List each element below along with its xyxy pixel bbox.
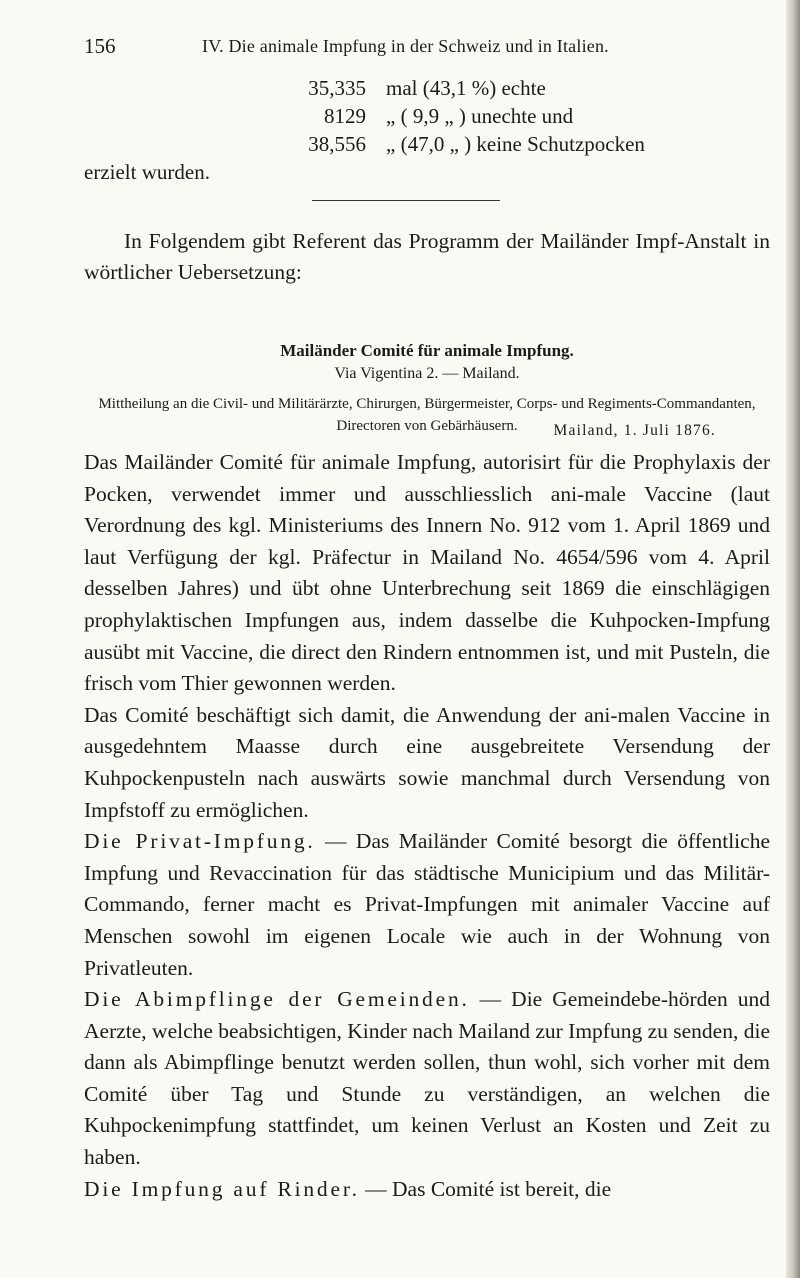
paragraph-text: — Das Mailänder Comité besorgt die öffentliche Impfung und Revaccination für das städtische Municipium und das Militär-Commando, ferner macht es Privat-Impfungen mit animaler Vaccine auf Menschen sowohl im eigenen Locale wie auch in der Wohnung von Privatleuten. [84,829,770,980]
page-edge-shadow [786,0,800,1278]
organization-address: Via Vigentina 2. — Mailand. [334,365,520,382]
paragraph-lead: Die Impfung auf Rinder. [84,1176,360,1201]
section-divider [312,200,500,201]
page-header [84,34,774,58]
result-description: „ (47,0 „ ) keine Schutzpocken [386,132,645,156]
result-line [84,132,774,160]
letter-body [84,447,770,1205]
paragraph-text: — Das Comité ist bereit, die [359,1176,612,1201]
body-paragraph [84,447,770,700]
page-number: 156 [84,34,116,58]
result-count: 8129 [324,104,366,128]
paragraph-text: Das Mailänder Comité für animale Impfung, autorisirt für die Prophylaxis der Pocken, verwendet immer und ausschliesslich ani-male Vaccine (laut Verordnung des kgl. Ministeriums des Innern No. 912 vom 1. April 1869 und laut Verfügung der kgl. Präfectur in Mailand No. 4654/596 vom 4. April desselben Jahres) und übt ohne Unterbrechung seit 1869 die einschlägigen prophylaktischen Impfungen aus, indem dasselbe die Kuhpocken-Impfung ausübt mit Vaccine, die direct den Rindern entnommen ist, und mit Pusteln, die frisch vom Thier gewonnen werden. [84,450,770,696]
running-title: IV. Die animale Impfung in der Schweiz und in Italien. [202,36,609,56]
intro-paragraph: In Folgendem gibt Referent das Programm der Mailänder Impf-Anstalt in wörtlicher Uebersetzung: [84,229,770,284]
paragraph-text: Das Comité beschäftigt sich damit, die Anwendung der ani-malen Vaccine in ausgedehntem Maasse durch eine ausgebreitete Versendung der Kuhpockenpusteln nach auswärts sowie manchmal durch Versendung von Impfstoff zu ermöglichen. [84,702,770,822]
body-paragraph [84,984,770,1174]
result-line [84,76,774,104]
result-description: „ ( 9,9 „ ) unechte und [386,104,574,128]
recipients-line: Mittheilung an die Civil- und Militärärzte, Chirurgen, Bürgermeister, Corps- und Regiments-Commandanten, Directoren von Gebärhäusern. [98,396,756,434]
body-paragraph [84,1174,770,1206]
body-paragraph [84,826,770,984]
vaccination-results [84,76,774,184]
result-count: 38,556 [308,132,366,156]
body-paragraph [84,700,770,826]
dateline: Mailand, 1. Juli 1876. [553,422,716,439]
result-description: mal (43,1 %) echte [386,76,546,100]
paragraph-text: — Die Gemeindebe-hörden und Aerzte, welche beabsichtigen, Kinder nach Mailand zur Impfung zu senden, die dann als Abimpflinge benutzt werden sollen, thun wohl, sich vorher mit dem Comité über Tag und Stunde zu verständigen, an welchen die Kuhpockenimpfung stattfindet, um keinen Verlust an Kosten und Zeit zu haben. [84,987,770,1170]
results-closing: erzielt wurden. [84,160,210,184]
result-count: 35,335 [308,76,366,100]
result-line [84,104,774,132]
paragraph-lead: Die Abimpflinge der Gemeinden. [84,987,470,1012]
organization-name: Mailänder Comité für animale Impfung. [280,341,574,360]
paragraph-lead: Die Privat-Impfung. [84,829,316,854]
